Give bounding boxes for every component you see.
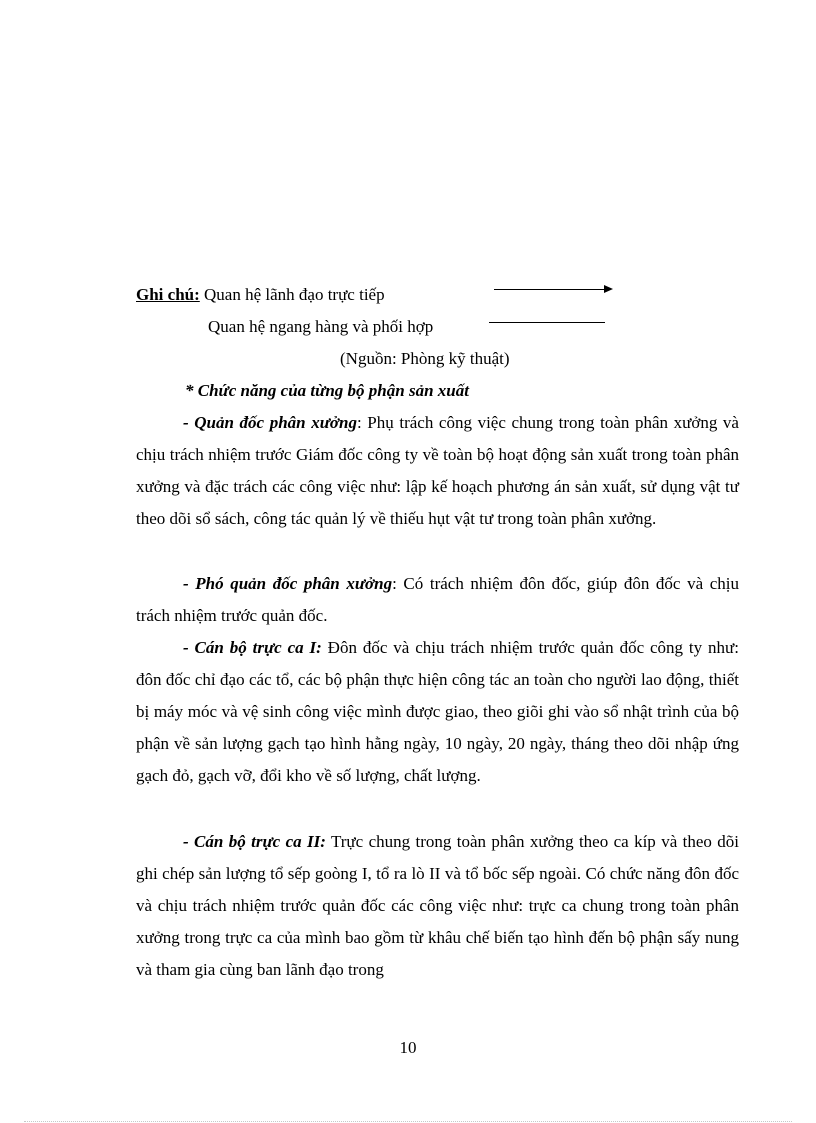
source-note: (Nguồn: Phòng kỹ thuật) — [340, 349, 510, 368]
paragraph-pho-quan-doc — [136, 568, 739, 632]
arrow-head-icon — [604, 285, 613, 293]
legend-direct-text: Quan hệ lãnh đạo trực tiếp — [204, 285, 385, 304]
legend-label: Ghi chú: — [136, 285, 200, 304]
paragraph-title: - Cán bộ trực ca II: — [183, 832, 326, 851]
paragraph-quan-doc — [136, 407, 739, 535]
legend-row-direct — [136, 285, 385, 305]
paragraph-text: : Có trách nhiệm đôn đốc, giúp đôn đốc và chịu trách nhiệm trước quản đốc. — [136, 574, 739, 625]
paragraph-truc-ca-2 — [136, 826, 739, 986]
paragraph-text: Đôn đốc và chịu trách nhiệm trước quản đốc công ty như: đôn đốc chỉ đạo các tổ, các bộ phận thực hiện công tác an toàn cho người lao động, thiết bị máy móc và vệ sinh công việc mình được giao, theo giõi ghi vào sổ nhật trình của bộ phận về sản lượng gạch tạo hình hằng ngày, 10 ngày, 20 ngày, tháng theo dõi nhập ứng gạch đỏ, gạch vỡ, đổi kho về số lượng, chất lượng. — [136, 638, 739, 785]
section-heading: * Chức năng của từng bộ phận sản xuất — [185, 381, 469, 400]
page-number: 10 — [399, 1038, 417, 1057]
horizontal-relation-line — [489, 322, 605, 323]
paragraph-title: - Phó quản đốc phân xưởng — [183, 574, 393, 593]
paragraph-truc-ca-1 — [136, 632, 739, 792]
legend-horizontal-text: Quan hệ ngang hàng và phối hợp — [208, 317, 434, 336]
direct-relation-arrow-line — [494, 289, 606, 290]
paragraph-text: : Phụ trách công việc chung trong toàn phân xưởng và chịu trách nhiệm trước Giám đốc công ty về toàn bộ hoạt động sản xuất trong toàn phân xưởng và đặc trách các công việc như: lập kế hoạch phương án sản xuất, sử dụng vật tư theo dõi sổ sách, công tác quản lý về thiếu hụt vật tư trong toàn phân xưởng. — [136, 413, 739, 528]
paragraph-text: Trực chung trong toàn phân xưởng theo ca kíp và theo dõi ghi chép sản lượng tổ sếp goòng I, tổ ra lò II và tổ bốc sếp ngoài. Có chức năng đôn đốc và chịu trách nhiệm trước quản đốc các công việc như: trực ca chung trong toàn phân xưởng trong trực ca của mình bao gồm từ khâu chế biến tạo hình đến bộ phận sấy nung và tham gia cùng ban lãnh đạo trong — [136, 832, 740, 979]
paragraph-title: - Quản đốc phân xưởng — [183, 413, 357, 432]
page-bottom-border — [24, 1121, 792, 1122]
paragraph-title: - Cán bộ trực ca I: — [183, 638, 322, 657]
